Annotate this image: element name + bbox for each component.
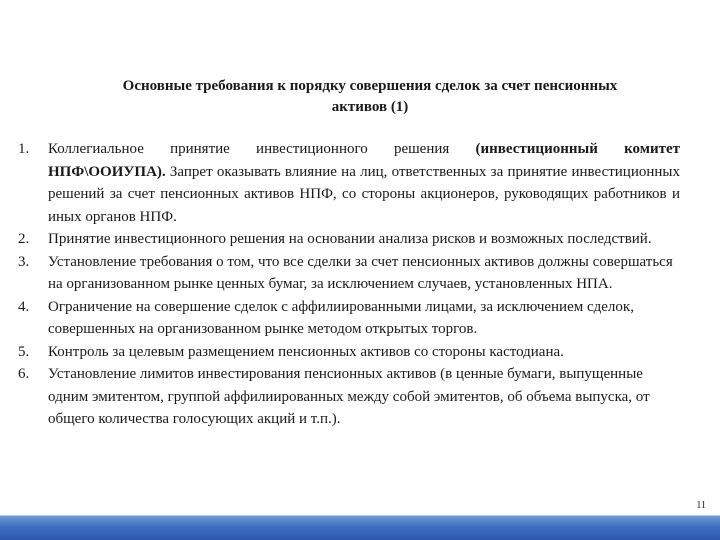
item-text-rest: Запрет оказывать влияние на лиц, ответственных за принятие инвестиционных решений за счет пенсионных активов НПФ, со стороны акционеров, руководящих работников и иных органов НПФ. bbox=[48, 163, 680, 225]
item-text: Ограничение на совершение сделок с аффилиированными лицами, за исключением сделок, совершенных на организованном рынке методом открытых торгов. bbox=[48, 298, 634, 337]
list-item bbox=[18, 296, 680, 341]
slide-title-line-2: активов (1) bbox=[331, 99, 409, 115]
item-text: Установление требования о том, что все сделки за счет пенсионных активов должны совершаться на организованном рынке ценных бумаг, за исключением случаев, установленных НПА. bbox=[48, 253, 673, 292]
slide-title bbox=[60, 76, 680, 118]
item-number: 6. bbox=[18, 366, 30, 382]
item-number: 1. bbox=[18, 141, 30, 157]
item-text: Контроль за целевым размещением пенсионных активов со стороны кастодиана. bbox=[48, 343, 564, 360]
item-text: Принятие инвестиционного решения на основании анализа рисков и возможных последствий. bbox=[48, 231, 652, 247]
slide-title-line-1: Основные требования к порядку совершения сделок за счет пенсионных bbox=[122, 78, 618, 94]
list-item bbox=[18, 251, 680, 296]
item-text-bold: (инвестиционный комитет НПФ\ООИУПА). bbox=[48, 141, 680, 180]
item-number: 3. bbox=[18, 253, 30, 270]
page-number: 11 bbox=[696, 500, 706, 511]
footer-bar bbox=[0, 515, 720, 540]
list-item bbox=[18, 341, 680, 364]
item-number: 4. bbox=[18, 298, 30, 315]
item-text: Установление лимитов инвестирования пенсионных активов (в ценные бумаги, выпущенные одним эмитентом, группой аффилиированных между собой эмитентов, об объема выпуска, от общего количества голосующих акций и т.п.). bbox=[48, 366, 650, 427]
list-item bbox=[18, 138, 680, 228]
item-number: 2. bbox=[18, 231, 30, 247]
list-item bbox=[18, 363, 680, 431]
requirements-list bbox=[18, 138, 680, 431]
item-text: Коллегиальное принятие инвестиционного решения bbox=[48, 141, 476, 157]
item-number: 5. bbox=[18, 343, 30, 360]
list-item bbox=[18, 228, 680, 251]
